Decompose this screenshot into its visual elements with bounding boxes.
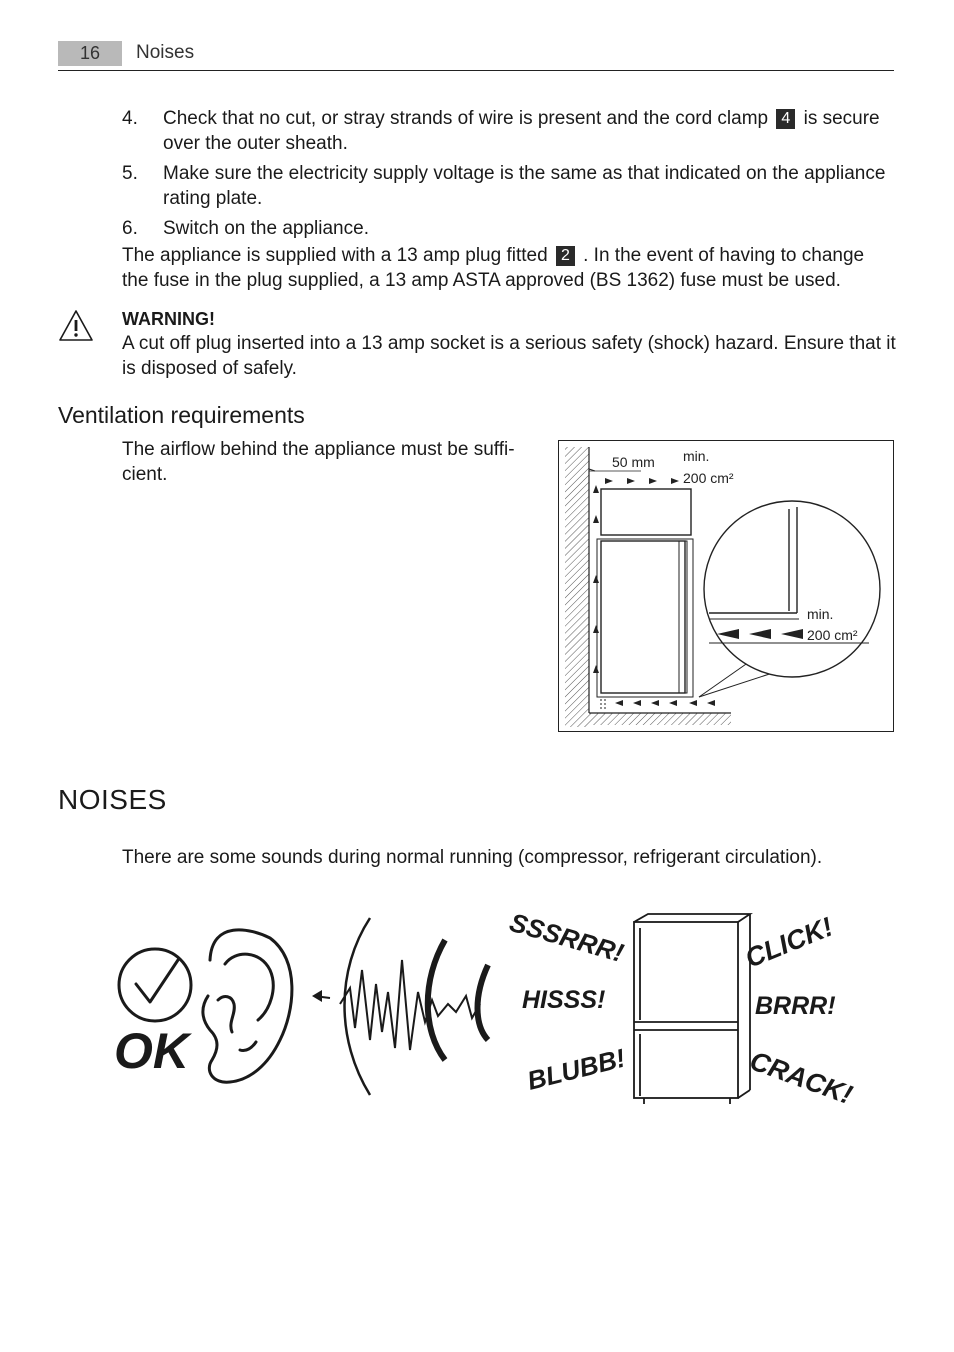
vertical-airflow-arrows bbox=[593, 485, 599, 673]
sound-click: CLICK! bbox=[741, 911, 838, 974]
noises-illustration-drawing bbox=[100, 900, 890, 1120]
ventilation-diagram-drawing bbox=[559, 441, 893, 731]
gap-label: 50 mm bbox=[612, 454, 655, 470]
sound-wave-icon bbox=[312, 918, 488, 1095]
sound-hisss: HISSS! bbox=[522, 986, 606, 1014]
ok-label: OK bbox=[114, 1023, 189, 1079]
step-5-text: Make sure the electricity supply voltage is the same as that indicated on the appliance rating plate. bbox=[163, 163, 886, 209]
fridge-icon bbox=[634, 914, 750, 1104]
bottom-area-label: 200 cm² bbox=[807, 627, 858, 643]
page-number: 16 bbox=[58, 41, 122, 66]
top-min-label: min. bbox=[683, 448, 710, 464]
ventilation-heading: Ventilation requirements bbox=[58, 402, 305, 428]
sound-crack: CRACK! bbox=[745, 1045, 857, 1111]
noises-illustration bbox=[100, 900, 890, 1120]
floor-hatch bbox=[589, 713, 731, 725]
sound-brrr: BRRR! bbox=[755, 992, 836, 1020]
plug-badge: 2 bbox=[556, 246, 575, 266]
warning-label: WARNING! bbox=[122, 309, 215, 329]
step-4-text bbox=[163, 106, 893, 156]
noises-heading: NOISES bbox=[58, 784, 167, 815]
warning-text: A cut off plug inserted into a 13 amp socket is a serious safety (shock) hazard. Ensure that it is disposed of safely. bbox=[122, 333, 896, 379]
step-6-number: 6. bbox=[122, 218, 138, 239]
step-4-text-after: is secure over the outer sheath. bbox=[163, 108, 880, 154]
warning-triangle-icon bbox=[58, 309, 94, 342]
cabinet-top bbox=[601, 489, 691, 535]
step-5-number: 5. bbox=[122, 163, 138, 184]
zoom-callout bbox=[704, 501, 880, 677]
step-4-text-before: Check that no cut, or stray strands of wire is present and the cord clamp bbox=[163, 108, 769, 129]
step-6-text: Switch on the appliance. bbox=[163, 218, 369, 239]
wall-hatch bbox=[565, 447, 589, 727]
ventilation-text: The airflow behind the appliance must be suffi- cient. bbox=[122, 439, 515, 485]
step-4-number: 4. bbox=[122, 108, 138, 129]
plug-note-after: . In the event of having to change the fuse in the plug supplied, a 13 amp ASTA approved (BS 1362) fuse must be used. bbox=[122, 245, 865, 291]
checkmark-circle-icon bbox=[119, 949, 191, 1021]
header-rule bbox=[58, 70, 894, 71]
sound-sssrrr: SSSRRR! bbox=[506, 906, 628, 969]
bottom-min-label: min. bbox=[807, 606, 834, 622]
plug-note-before: The appliance is supplied with a 13 amp plug fitted bbox=[122, 245, 548, 266]
ventilation-diagram bbox=[558, 440, 894, 732]
noises-text: There are some sounds during normal running (compressor, refrigerant circulation). bbox=[122, 847, 823, 868]
plug-note bbox=[122, 243, 894, 293]
sound-blubb: BLUBB! bbox=[524, 1042, 629, 1096]
top-area-label: 200 cm² bbox=[683, 470, 734, 486]
appliance-body bbox=[601, 541, 685, 693]
running-header: Noises bbox=[136, 42, 195, 63]
ear-icon bbox=[203, 930, 292, 1082]
bottom-airflow-arrows bbox=[615, 700, 715, 706]
cord-clamp-badge: 4 bbox=[776, 109, 795, 129]
top-airflow-arrows bbox=[605, 478, 679, 484]
